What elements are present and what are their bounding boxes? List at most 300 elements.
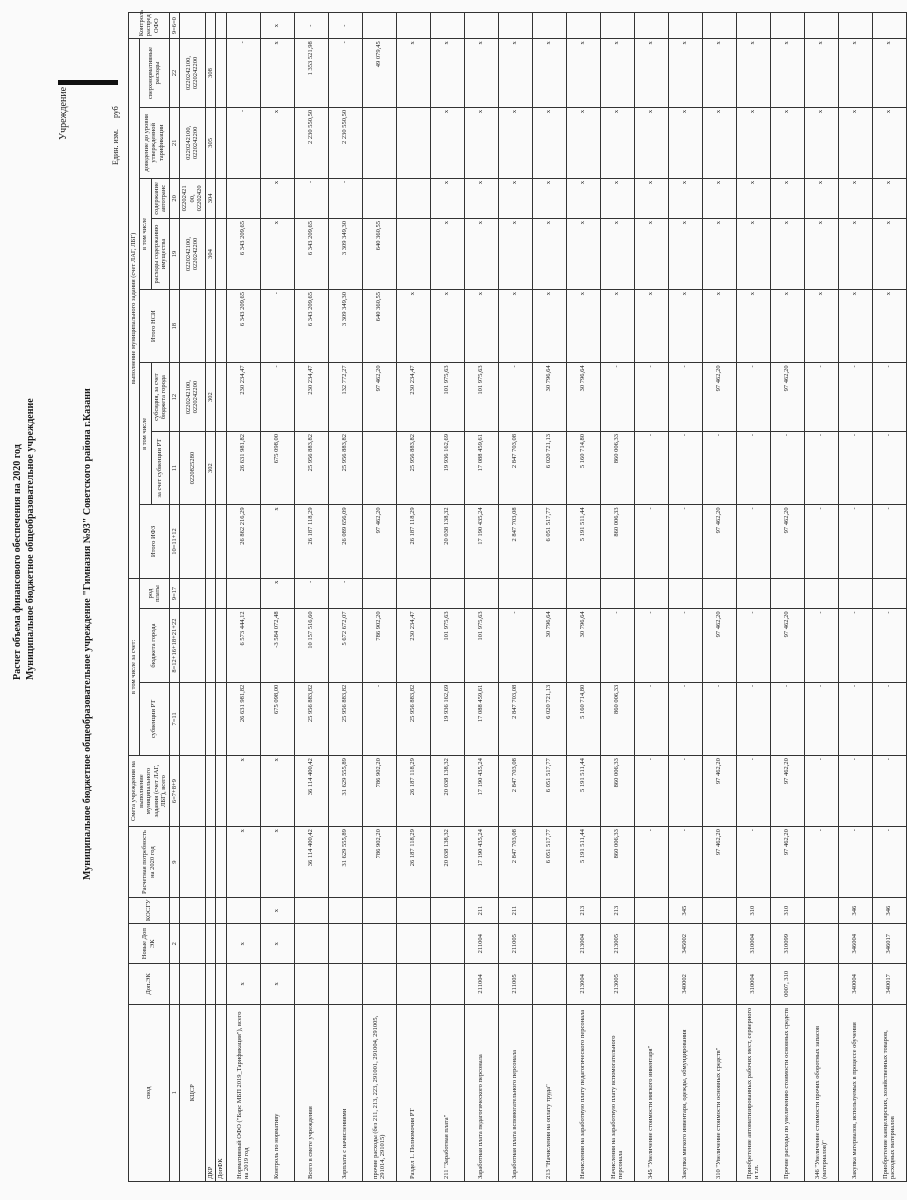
num-6: 6=7+8+9	[169, 756, 180, 827]
cell-kosgu: 310	[736, 898, 770, 924]
cell-c12: 30 796,64	[532, 363, 566, 432]
cell-c10: x	[260, 505, 294, 578]
cell-new: 310004	[736, 924, 770, 964]
head-kosgu: КОСГУ	[129, 898, 170, 924]
cell-c21: x	[872, 107, 906, 178]
cell-ctrl	[600, 13, 634, 39]
cell-smeta: x	[260, 756, 294, 827]
cell-c21: x	[736, 107, 770, 178]
cell-c21: x	[498, 107, 532, 178]
cell-c21: x	[770, 107, 804, 178]
cell-c11: 19 936 162,69	[430, 431, 464, 504]
cell-c10: -	[838, 505, 872, 578]
cell-c12: -	[498, 363, 532, 432]
cell-c9: -	[294, 578, 328, 609]
cell-smeta: 36 114 400,42	[294, 756, 328, 827]
cell-c10: 26 089 656,09	[328, 505, 362, 578]
cell-kosgu	[362, 898, 396, 924]
cell-need: x	[260, 827, 294, 898]
cell-c18: x	[600, 290, 634, 363]
cell-label: Начисления на заработную плату педагогического персонала	[566, 1004, 600, 1181]
cell-kosgu	[294, 898, 328, 924]
cell-dop	[362, 964, 396, 1004]
cell-label: 346 "Увеличение стоимости прочих оборотных запасов (материалов)"	[804, 1004, 838, 1181]
cell-c8: 97 462,20	[702, 609, 736, 682]
cell-new	[396, 924, 430, 964]
cell-ctrl	[634, 13, 668, 39]
cell-label: Начисления на заработную плату вспомогательного персонала	[600, 1004, 634, 1181]
cell-label: Раздел 1. Полномочия РТ	[396, 1004, 430, 1181]
cell-dop: 211005	[498, 964, 532, 1004]
table-row	[430, 13, 464, 1182]
cell-new	[362, 924, 396, 964]
cell-c9	[396, 578, 430, 609]
cell-c22: 49 079,45	[362, 39, 396, 108]
table-row	[226, 13, 260, 1182]
cell-label: 310 "Увеличение стоимости основных средств"	[702, 1004, 736, 1181]
cell-c11: 25 956 883,82	[328, 431, 362, 504]
cell-c11: 5 160 714,80	[566, 431, 600, 504]
cell-c20: x	[566, 178, 600, 218]
cell-need: -	[668, 827, 702, 898]
cell-c22: 1 353 521,98	[294, 39, 328, 108]
table-row	[498, 13, 532, 1182]
cell-dop: x	[226, 964, 260, 1004]
cell-kosgu	[702, 898, 736, 924]
cell-c22: -	[226, 39, 260, 108]
cell-c10: -	[736, 505, 770, 578]
cell-label: прочие расходы (без 211, 213, 223, 291001, 291004, 291005, 291014, 291015)	[362, 1004, 396, 1181]
cell-c19: x	[566, 219, 600, 290]
cell-c21: x	[804, 107, 838, 178]
cell-c21: -	[226, 107, 260, 178]
cell-c18: x	[702, 290, 736, 363]
cell-c19: x	[736, 219, 770, 290]
cell-c19: x	[430, 219, 464, 290]
cell-ctrl	[532, 13, 566, 39]
cell-kosgu: 345	[668, 898, 702, 924]
table-row	[260, 13, 294, 1182]
institution-name: Муниципальное бюджетное общеобразовательное учреждение "Гимназия №93" Советского района г.Казани	[82, 388, 93, 880]
cell-c22: x	[668, 39, 702, 108]
cell-c18: 3 309 349,30	[328, 290, 362, 363]
cell-need: 786 902,20	[362, 827, 396, 898]
cell-need: 31 629 555,89	[328, 827, 362, 898]
head-incl2: в том числе	[139, 178, 151, 289]
cell-c22: x	[770, 39, 804, 108]
cell-c9	[430, 578, 464, 609]
dkr-20: 304	[205, 178, 216, 218]
cell-c9	[464, 578, 498, 609]
cell-smeta: x	[226, 756, 260, 827]
cell-c9	[634, 578, 668, 609]
cell-ctrl: -	[328, 13, 362, 39]
cell-ctrl	[702, 13, 736, 39]
table-row	[464, 13, 498, 1182]
cell-c7: 675 098,00	[260, 682, 294, 755]
cell-c7: -	[804, 682, 838, 755]
head-incl-acc: в том числе за счет:	[129, 578, 140, 755]
cell-c9	[498, 578, 532, 609]
kcsr-label: КЦСР	[180, 1004, 206, 1181]
cell-c19: x	[600, 219, 634, 290]
cell-smeta: 2 847 703,08	[498, 756, 532, 827]
cell-c19: x	[498, 219, 532, 290]
cell-c22: x	[702, 39, 736, 108]
cell-c10: -	[668, 505, 702, 578]
cell-dop	[532, 964, 566, 1004]
cell-c7: -	[668, 682, 702, 755]
cell-c10: 860 006,33	[600, 505, 634, 578]
cell-c18: x	[770, 290, 804, 363]
cell-c12: -	[736, 363, 770, 432]
cell-c8: 97 462,20	[770, 609, 804, 682]
cell-kosgu	[396, 898, 430, 924]
table-row	[362, 13, 396, 1182]
cell-c9	[532, 578, 566, 609]
cell-c22: x	[736, 39, 770, 108]
cell-c22: x	[838, 39, 872, 108]
cell-smeta: 20 038 138,32	[430, 756, 464, 827]
head-itogo-ifz: Итого ИФЗ	[139, 505, 169, 578]
cell-c11: 675 098,00	[260, 431, 294, 504]
cell-c21: x	[702, 107, 736, 178]
cell-c19: x	[770, 219, 804, 290]
cell-c18: x	[498, 290, 532, 363]
header-row-1	[129, 13, 140, 1182]
cell-c21: 2 230 550,50	[328, 107, 362, 178]
cell-smeta: 860 006,33	[600, 756, 634, 827]
cell-c10: 26 187 118,29	[294, 505, 328, 578]
cell-ctrl	[464, 13, 498, 39]
cell-dop	[702, 964, 736, 1004]
cell-c8: -	[498, 609, 532, 682]
cell-c8: 101 975,63	[464, 609, 498, 682]
cell-c12: 132 772,27	[328, 363, 362, 432]
cell-c20: x	[260, 178, 294, 218]
cell-dop: 340017	[872, 964, 906, 1004]
cell-c7: 5 160 714,80	[566, 682, 600, 755]
cell-need: -	[838, 827, 872, 898]
unit-label: Един. изм.	[111, 129, 120, 165]
cell-need: 6 051 517,77	[532, 827, 566, 898]
cell-c20	[396, 178, 430, 218]
cell-c10: -	[634, 505, 668, 578]
cell-label: Прочие расходы по увеличению стоимости основных средств	[770, 1004, 804, 1181]
cell-c9	[668, 578, 702, 609]
cell-c10: 5 191 511,44	[566, 505, 600, 578]
table-row	[328, 13, 362, 1182]
cell-c11: -	[668, 431, 702, 504]
cell-c22: x	[804, 39, 838, 108]
cell-dop	[396, 964, 430, 1004]
cell-c22: x	[872, 39, 906, 108]
table-row	[396, 13, 430, 1182]
cell-c8: 30 796,64	[532, 609, 566, 682]
cell-c10: 97 462,20	[362, 505, 396, 578]
head-need: Расчетная потребность на 2020 год	[129, 827, 170, 898]
cell-c21: x	[634, 107, 668, 178]
dkr-label: ДКР	[205, 1004, 216, 1181]
cell-c11: 2 847 703,08	[498, 431, 532, 504]
cell-label: Нормативный ОФО ("Барс МБП 2019_Тарификация"), всего на 2019 год	[226, 1004, 260, 1181]
cell-c12: 97 462,20	[770, 363, 804, 432]
cell-c11: -	[804, 431, 838, 504]
cell-label: 211 "Заработная плата"	[430, 1004, 464, 1181]
document-title-line1: Расчет объема финансового обеспечения на 2020 год	[12, 444, 23, 680]
cell-c12: 230 234,47	[226, 363, 260, 432]
cell-c9	[736, 578, 770, 609]
cell-smeta: 97 462,20	[770, 756, 804, 827]
cell-c20: x	[634, 178, 668, 218]
cell-c19: x	[838, 219, 872, 290]
cell-c9	[872, 578, 906, 609]
table-row	[736, 13, 770, 1182]
cell-need: 36 114 400,42	[294, 827, 328, 898]
head-avtotrans: содержание автотранс	[151, 178, 169, 218]
cell-label: Заработная плата вспомогательного персонала	[498, 1004, 532, 1181]
cell-smeta: -	[736, 756, 770, 827]
cell-c10: -	[804, 505, 838, 578]
cell-c12: 230 234,47	[396, 363, 430, 432]
cell-c22: x	[600, 39, 634, 108]
cell-new: 211005	[498, 924, 532, 964]
cell-c19: 640 360,55	[362, 219, 396, 290]
cell-dop	[430, 964, 464, 1004]
cell-c22: x	[260, 39, 294, 108]
cell-c20: x	[804, 178, 838, 218]
cell-c20: x	[600, 178, 634, 218]
cell-ctrl: -	[294, 13, 328, 39]
cell-c20: x	[838, 178, 872, 218]
cell-c11: 17 088 459,61	[464, 431, 498, 504]
cell-c11: 26 631 981,82	[226, 431, 260, 504]
cell-c19: x	[260, 219, 294, 290]
dopfk-row	[216, 13, 227, 1182]
table-row	[566, 13, 600, 1182]
cell-c8: 101 975,63	[430, 609, 464, 682]
cell-c18: 640 360,55	[362, 290, 396, 363]
cell-new: x	[260, 924, 294, 964]
cell-c19	[396, 219, 430, 290]
cell-c7: 6 020 721,13	[532, 682, 566, 755]
cell-c11: -	[770, 431, 804, 504]
cell-c19: x	[464, 219, 498, 290]
cell-c19: x	[668, 219, 702, 290]
cell-c7: -	[770, 682, 804, 755]
cell-c7: 25 956 883,82	[396, 682, 430, 755]
cell-ctrl	[362, 13, 396, 39]
cell-need: x	[226, 827, 260, 898]
table-row	[294, 13, 328, 1182]
cell-ctrl	[804, 13, 838, 39]
cell-dop: x	[260, 964, 294, 1004]
cell-c19: 6 343 209,65	[294, 219, 328, 290]
cell-c18: x	[804, 290, 838, 363]
cell-new	[804, 924, 838, 964]
cell-kosgu	[532, 898, 566, 924]
cell-c19: 6 343 209,65	[226, 219, 260, 290]
cell-ctrl	[736, 13, 770, 39]
cell-c11: 6 020 721,13	[532, 431, 566, 504]
cell-smeta: -	[634, 756, 668, 827]
cell-smeta: -	[804, 756, 838, 827]
cell-c11: 25 956 883,82	[396, 431, 430, 504]
head-subv-rt: субвенции РТ	[139, 682, 169, 755]
cell-c7: 2 847 703,08	[498, 682, 532, 755]
cell-kosgu: 346	[838, 898, 872, 924]
cell-c11: 25 956 883,82	[294, 431, 328, 504]
cell-c11: -	[872, 431, 906, 504]
table-row	[634, 13, 668, 1182]
table-row	[872, 13, 906, 1182]
cell-new: 345002	[668, 924, 702, 964]
cell-c8: -	[838, 609, 872, 682]
cell-c19: 3 309 349,30	[328, 219, 362, 290]
cell-label: Закупка мягкого инвентаря, одежды, обмундирования	[668, 1004, 702, 1181]
cell-dop: 213005	[600, 964, 634, 1004]
num-20: 20	[169, 178, 180, 218]
cell-label: Заработная плата педагогического персонала	[464, 1004, 498, 1181]
cell-new	[702, 924, 736, 964]
cell-dop	[804, 964, 838, 1004]
head-dop-ek: Доп.ЭК	[129, 964, 170, 1004]
cell-ctrl	[430, 13, 464, 39]
head-exec: выполнение муниципального задания (счет ЛАГ, ЛБГ)	[129, 39, 140, 578]
cell-c20: x	[872, 178, 906, 218]
cell-c18: x	[430, 290, 464, 363]
cell-kosgu	[328, 898, 362, 924]
institution-label: Учреждение	[58, 86, 69, 140]
head-rashody: расходы содержанию имущества	[151, 219, 169, 290]
cell-c21: x	[838, 107, 872, 178]
cell-label: Приобретение канцелярских, хозяйственных товаров, расходных материалов	[872, 1004, 906, 1181]
cell-new: 213005	[600, 924, 634, 964]
cell-ctrl	[396, 13, 430, 39]
cell-smeta: 17 190 435,24	[464, 756, 498, 827]
cell-smeta: -	[872, 756, 906, 827]
num-1: 1	[169, 1004, 180, 1181]
cell-label: Приобретение автоматизированных рабочих мест, серверного и т.п.	[736, 1004, 770, 1181]
num-7: 7=11	[169, 682, 180, 755]
header-numbers-row	[169, 13, 180, 1182]
cell-new: 346004	[838, 924, 872, 964]
cell-need: -	[736, 827, 770, 898]
cell-c18: x	[532, 290, 566, 363]
document-title-line2: Муниципальное бюджетное общеобразовательное учреждение	[25, 398, 36, 680]
num-18: 18	[169, 290, 180, 363]
cell-c19: x	[532, 219, 566, 290]
scan-black-mark	[58, 80, 118, 85]
cell-c19: x	[702, 219, 736, 290]
cell-c8: 30 796,64	[566, 609, 600, 682]
cell-ctrl	[226, 13, 260, 39]
cell-c21: x	[532, 107, 566, 178]
table-row	[532, 13, 566, 1182]
cell-smeta: 31 629 555,89	[328, 756, 362, 827]
kcsr-20: 02202421 00, 02202420	[180, 178, 206, 218]
head-za-schet-subv: за счет субвенции РТ	[151, 431, 169, 504]
cell-c10: 26 187 118,29	[396, 505, 430, 578]
head-sverh: сверхнормативные расходы	[139, 39, 169, 108]
kcsr-21: 0220242100, 0220242200	[180, 107, 206, 178]
cell-need: 20 038 138,32	[430, 827, 464, 898]
cell-dop	[634, 964, 668, 1004]
table-body	[129, 9, 907, 1182]
cell-c7: 860 006,33	[600, 682, 634, 755]
cell-c21: x	[566, 107, 600, 178]
cell-c7: -	[634, 682, 668, 755]
num-2: 2	[169, 924, 180, 964]
cell-c9	[226, 578, 260, 609]
cell-need: 17 190 435,24	[464, 827, 498, 898]
cell-kosgu	[804, 898, 838, 924]
dkr-19: 304	[205, 219, 216, 290]
cell-c18: x	[838, 290, 872, 363]
cell-c10: 6 051 517,77	[532, 505, 566, 578]
cell-label: 213 "Начисления на оплату труда"	[532, 1004, 566, 1181]
head-control: Контроль распред ОФО	[129, 13, 170, 39]
table-row	[804, 13, 838, 1182]
cell-new: 310099	[770, 924, 804, 964]
cell-c12: 30 796,64	[566, 363, 600, 432]
cell-c9: x	[260, 578, 294, 609]
head-rod-platy: род платы	[139, 578, 169, 609]
table-row	[600, 13, 634, 1182]
head-budget-city: бюджета города	[139, 609, 169, 682]
table-row	[770, 13, 804, 1182]
cell-label: Всего в смете учреждения	[294, 1004, 328, 1181]
cell-c12: -	[872, 363, 906, 432]
cell-c20: -	[294, 178, 328, 218]
cell-c9	[838, 578, 872, 609]
cell-need: 5 191 511,44	[566, 827, 600, 898]
cell-c12: -	[634, 363, 668, 432]
cell-c10: 17 190 435,24	[464, 505, 498, 578]
cell-c18: x	[396, 290, 430, 363]
head-svod: свод	[129, 1004, 170, 1181]
cell-c7: -	[872, 682, 906, 755]
cell-ctrl	[498, 13, 532, 39]
cell-c21: x	[260, 107, 294, 178]
cell-new	[532, 924, 566, 964]
cell-c12: 97 462,20	[362, 363, 396, 432]
cell-c22: x	[430, 39, 464, 108]
cell-c9	[804, 578, 838, 609]
cell-c18: x	[736, 290, 770, 363]
cell-ctrl	[668, 13, 702, 39]
cell-c18: x	[566, 290, 600, 363]
num-21: 21	[169, 107, 180, 178]
cell-c7: -	[702, 682, 736, 755]
cell-c22: x	[464, 39, 498, 108]
cell-c9	[566, 578, 600, 609]
num-22: 22	[169, 39, 180, 108]
cell-kosgu: x	[260, 898, 294, 924]
cell-c10: 97 462,20	[770, 505, 804, 578]
cell-c8: -	[600, 609, 634, 682]
unit-value: руб	[111, 106, 120, 118]
cell-ctrl	[566, 13, 600, 39]
kcsr-12: 0220242100, 0220242200	[180, 363, 206, 432]
cell-c20: x	[532, 178, 566, 218]
cell-smeta: -	[838, 756, 872, 827]
cell-c20	[362, 178, 396, 218]
cell-c20: x	[430, 178, 464, 218]
cell-c21: x	[430, 107, 464, 178]
cell-c22: x	[634, 39, 668, 108]
cell-c18: 6 343 209,65	[226, 290, 260, 363]
